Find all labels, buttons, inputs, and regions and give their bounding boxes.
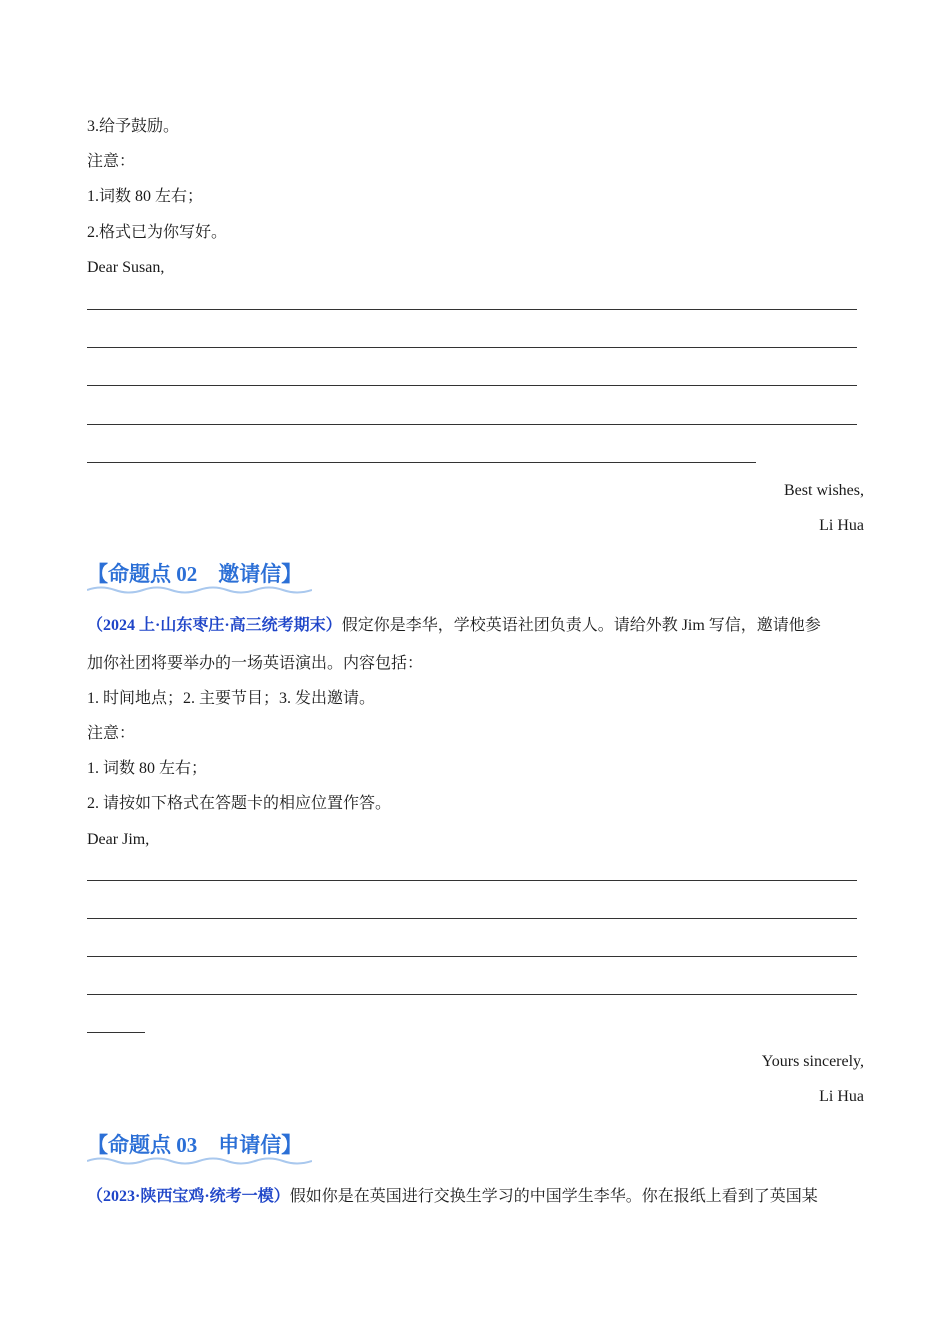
section-heading-text: 【命题点 02 邀请信】 xyxy=(87,562,303,586)
note-word-count: 1. 词数 80 左右； xyxy=(87,760,208,777)
answer-line[interactable] xyxy=(87,462,756,463)
answer-line[interactable] xyxy=(87,347,857,348)
question-source: （2024 上·山东枣庄·高三统考期末） xyxy=(87,617,342,634)
section-heading xyxy=(87,561,302,587)
note-format: 2. 请按如下格式在答题卡的相应位置作答。 xyxy=(87,795,392,812)
answer-line[interactable] xyxy=(87,424,857,425)
answer-line[interactable] xyxy=(87,385,857,386)
wave-underline-icon xyxy=(87,1156,312,1166)
answer-line[interactable] xyxy=(87,1032,145,1033)
letter-signature: Li Hua xyxy=(819,517,864,534)
answer-line[interactable] xyxy=(87,994,857,995)
letter-closing: Yours sincerely, xyxy=(761,1053,864,1070)
task-point-3: 3.给予鼓励。 xyxy=(87,118,180,135)
section-heading xyxy=(87,1132,302,1158)
letter-salutation: Dear Susan, xyxy=(87,259,165,276)
answer-line[interactable] xyxy=(87,309,857,310)
answer-line[interactable] xyxy=(87,880,857,881)
note-word-count: 1.词数 80 左右； xyxy=(87,188,204,205)
note-label: 注意： xyxy=(87,153,136,170)
question-prompt xyxy=(87,616,821,636)
letter-closing: Best wishes, xyxy=(784,482,864,499)
answer-line[interactable] xyxy=(87,956,857,957)
letter-salutation: Dear Jim, xyxy=(87,831,150,848)
answer-line[interactable] xyxy=(87,918,857,919)
question-prompt xyxy=(87,1187,818,1207)
wave-underline-icon xyxy=(87,585,312,595)
note-format: 2.格式已为你写好。 xyxy=(87,224,228,241)
content-points: 1. 时间地点；2. 主要节目；3. 发出邀请。 xyxy=(87,690,376,707)
section-heading-text: 【命题点 03 申请信】 xyxy=(87,1133,303,1157)
prompt-line-1: 假定你是李华，学校英语社团负责人。请给外教 Jim 写信，邀请他参 xyxy=(341,617,821,634)
letter-signature: Li Hua xyxy=(819,1088,864,1105)
question-source: （2023·陕西宝鸡·统考一模） xyxy=(87,1188,290,1205)
prompt-line-2: 加你社团将要举办的一场英语演出。内容包括： xyxy=(87,655,424,672)
prompt-line-1: 假如你是在英国进行交换生学习的中国学生李华。你在报纸上看到了英国某 xyxy=(289,1188,818,1205)
note-label: 注意： xyxy=(87,725,136,742)
